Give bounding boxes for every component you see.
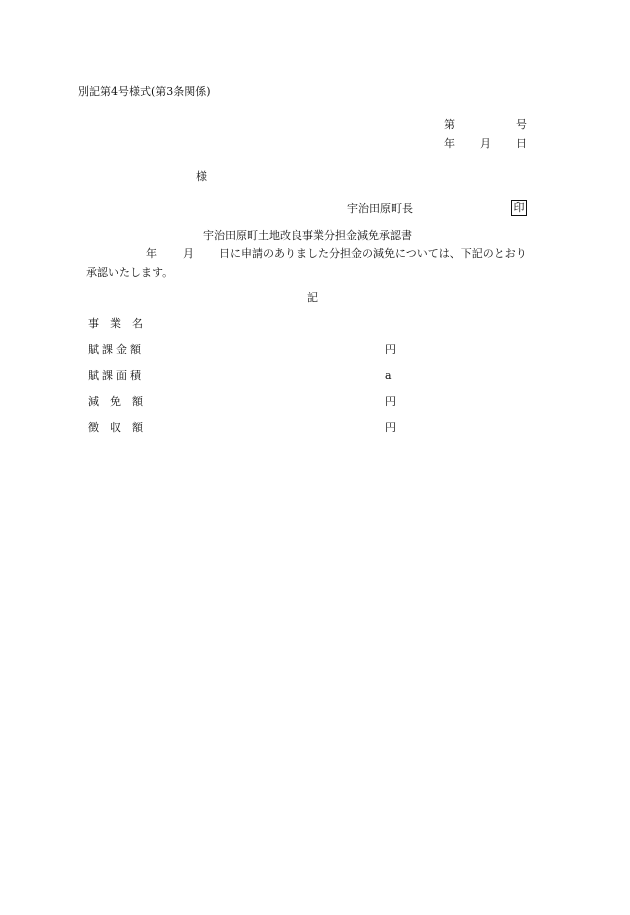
field-label-fuka-menseki	[88, 370, 148, 381]
document-title: 宇治田原町土地改良事業分担金減免承認書	[203, 229, 412, 242]
field-label-text: 賦課金額	[88, 343, 144, 356]
date-year: 年	[444, 137, 455, 150]
document-number-prefix: 第	[444, 118, 455, 131]
body-month: 月	[183, 247, 194, 260]
ki-heading: 記	[307, 291, 318, 304]
field-unit-choshu-gaku: 円	[385, 421, 396, 434]
body-year: 年	[146, 247, 157, 260]
form-label: 別記第4号様式(第3条関係)	[78, 85, 211, 98]
addressee-honorific: 様	[196, 170, 207, 183]
body-text-line-1: 日に申請のありました分担金の減免については、下記のとおり	[219, 247, 527, 260]
field-label-genmen-gaku: 減 免 額	[88, 395, 143, 408]
field-label-text: 賦課面積	[88, 369, 144, 382]
seal-icon: 印	[511, 200, 527, 216]
document-number-suffix: 号	[516, 118, 527, 131]
field-unit-fuka-kingaku: 円	[385, 343, 396, 356]
body-text-line-2: 承認いたします。	[86, 266, 174, 279]
issuer-title: 宇治田原町長	[347, 202, 413, 215]
date-month: 月	[480, 137, 491, 150]
field-label-jigyo-mei: 事 業 名	[88, 317, 143, 330]
field-label-fuka-kingaku	[88, 344, 148, 355]
date-day: 日	[516, 137, 527, 150]
field-unit-fuka-menseki: a	[385, 369, 392, 382]
field-label-choshu-gaku: 徴 収 額	[88, 421, 143, 434]
field-unit-genmen-gaku: 円	[385, 395, 396, 408]
